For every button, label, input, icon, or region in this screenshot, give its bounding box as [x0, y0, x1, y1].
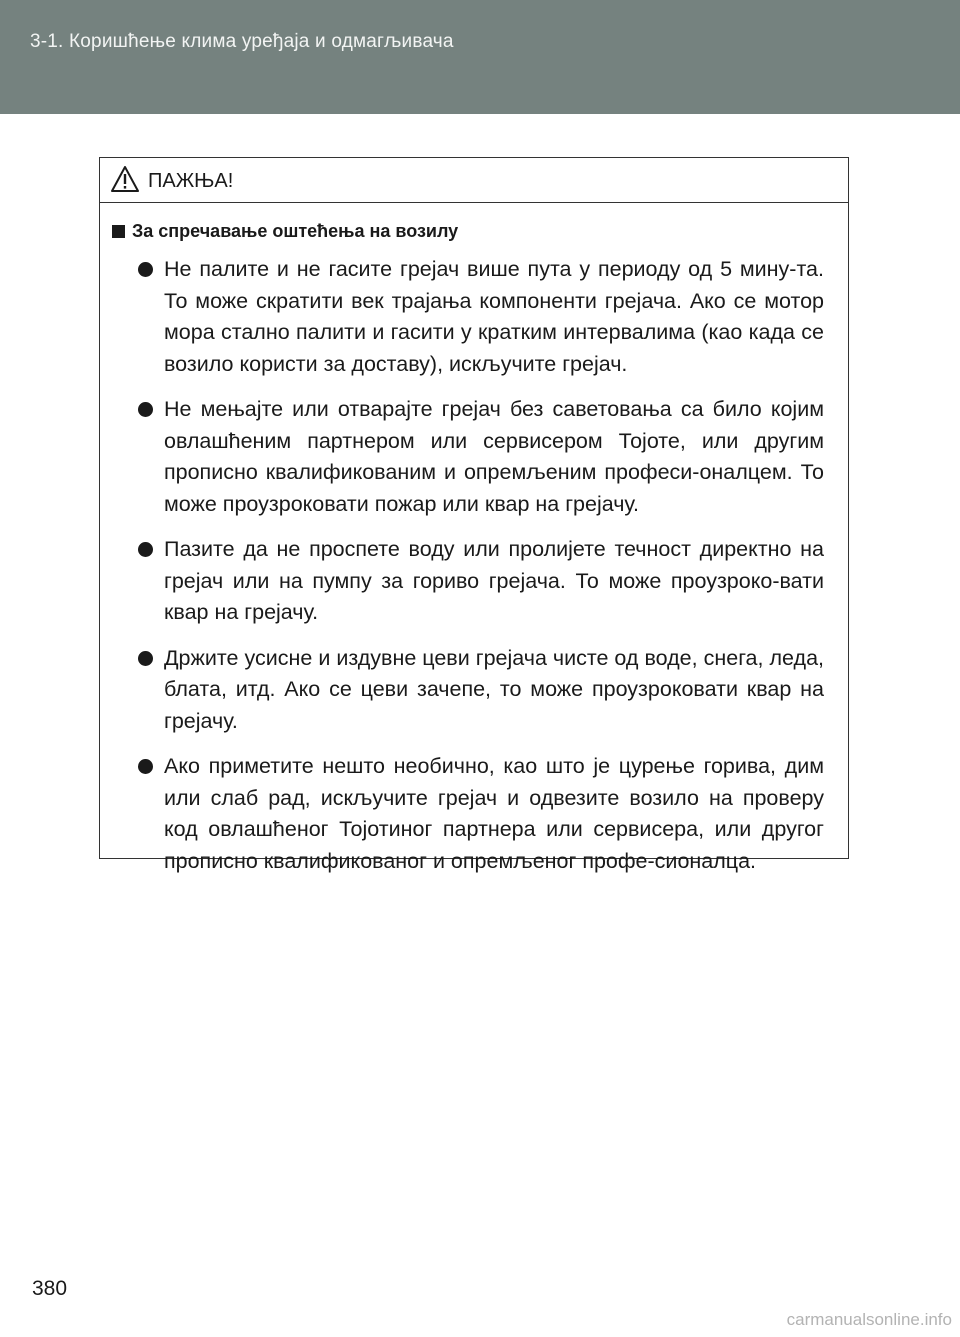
round-bullet-icon [138, 262, 153, 277]
list-item [112, 394, 824, 520]
list-item [112, 751, 824, 877]
round-bullet-icon [138, 402, 153, 417]
list-item-text: Пазите да не проспете воду или пролијете течност директно на грејач или на пумпу за гориво грејача. То може проузроко-вати квар на грејачу. [164, 537, 824, 624]
list-item [112, 643, 824, 738]
list-item [112, 254, 824, 380]
square-bullet-icon [112, 225, 125, 238]
section-title: 3-1. Коришћење клима уређаја и одмагљивача [30, 31, 454, 52]
round-bullet-icon [138, 759, 153, 774]
list-item-text: Држите усисне и издувне цеви грејача чисте од воде, снега, леда, блата, итд. Ако се цеви зачепе, то може проузроковати квар на грејачу. [164, 645, 824, 733]
caution-title: ПАЖЊА! [148, 170, 234, 192]
watermark: carmanualsonline.info [786, 1310, 952, 1329]
warning-triangle-icon [110, 165, 140, 193]
header-band [0, 0, 960, 114]
list-item-text: Не палите и не гасите грејач више пута у периоду од 5 мину-та. То може скратити век трајања компоненти грејача. Ако се мотор мора стално палити и гасити у кратким интервалима (као када се возило користи за доставу), искључите грејач. [164, 257, 824, 376]
subheading-text: За спречавање оштећења на возилу [132, 221, 459, 241]
round-bullet-icon [138, 542, 153, 557]
caution-subheading [112, 221, 824, 242]
caution-box [99, 157, 849, 873]
page-number: 380 [32, 1277, 68, 1300]
caution-header [100, 158, 848, 203]
list-item-text: Ако приметите нешто необично, као што је цурење горива, дим или слаб рад, искључите грејач и одвезите возило на проверу код овлашћеног Тојотиног партнера или сервисера, или другог прописно квалификованог и опремљеног профе-сионалца. [164, 754, 824, 873]
list-item-text: Не мењајте или отварајте грејач без саветовања са било којим овлашћеним партнером или сервисером Тојоте, или другим прописно квалификованим и опремљеним професи-оналцем. То може проузроковати пожар или квар на грејачу. [164, 397, 824, 516]
list-item [112, 534, 824, 629]
caution-body [100, 203, 848, 877]
round-bullet-icon [138, 651, 153, 666]
